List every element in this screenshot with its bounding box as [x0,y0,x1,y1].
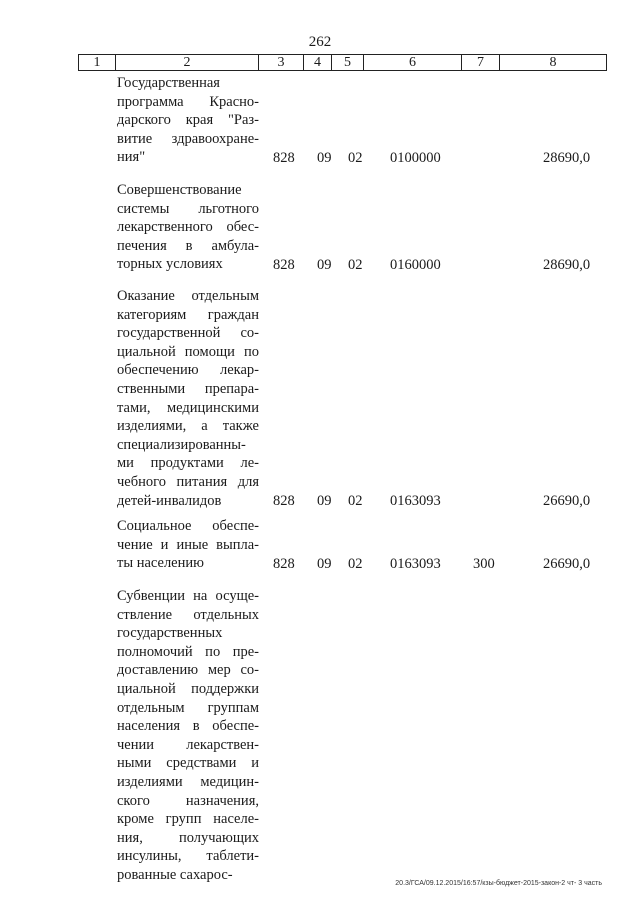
description-line: чении лекарствен- [117,736,259,753]
row-description [117,181,259,274]
description-line: Государственная [117,75,220,91]
cell-col-4: 09 [317,555,332,572]
description-line: обеспечению лекар- [117,362,259,379]
cell-col-5: 02 [348,149,363,166]
description-line: системы льготного [117,200,259,217]
description-line: циальной поддержки [117,680,259,697]
description-line: печения в амбула- [117,237,259,254]
column-header-1: 1 [79,55,116,70]
cell-col-3: 828 [273,555,295,572]
description-line: инсулины, таблети- [117,848,259,865]
description-line: торных условиях [117,256,223,273]
description-line: изделиями, а также [117,418,259,435]
cell-col-8: 28690,0 [543,256,591,273]
column-header-6: 6 [364,55,462,70]
footer-note: 20.3/ГСА/09.12.2015/16:57/кзы-бюджет-2015-закон-2 чт- 3 часть [395,880,602,887]
cell-col-5: 02 [348,555,363,572]
description-line: отдельным группам [117,699,259,716]
cell-col-8: 26690,0 [543,555,591,572]
row-description [117,517,259,573]
description-line: Социальное обеспе- [117,518,259,534]
description-line: лекарственного обес- [117,219,259,236]
column-header-8: 8 [549,55,557,70]
row-description [117,74,259,167]
description-line: полномочий по пре- [117,643,259,660]
description-line: дарского края "Раз- [117,112,259,129]
cell-col-3: 828 [273,493,295,510]
description-line: ского назначения, [117,792,259,809]
column-header-7: 7 [462,55,500,70]
description-line: кроме групп населе- [117,811,259,828]
cell-col-3: 828 [273,149,295,166]
description-line: Субвенции на осуще- [117,588,259,604]
description-line: доставлению мер со- [117,662,259,679]
cell-col-8: 28690,0 [543,149,591,166]
description-line: ния, получающих [117,829,259,846]
description-line: специализированны- [117,436,246,453]
description-line: рованные сахарос- [117,866,233,883]
description-line: населения в обеспе- [117,718,259,735]
column-header-row [78,54,607,71]
description-line: ты населению [117,555,204,572]
description-line: циальной помощи по [117,343,259,360]
description-line: программа Красно- [117,93,259,110]
cell-col-6: 0163093 [390,555,441,572]
page-number: 262 [308,34,332,50]
column-header-4: 4 [304,55,332,70]
description-line: ми продуктами ле- [117,455,259,472]
description-line: детей-инвалидов [117,492,222,509]
row-description [117,287,259,510]
cell-col-4: 09 [317,149,332,166]
cell-col-6: 0100000 [390,149,441,166]
cell-col-6: 0163093 [390,493,441,510]
description-line: ния" [117,149,146,166]
description-line: ными средствами и [117,755,259,772]
description-line: Совершенствование [117,182,242,198]
cell-col-3: 828 [273,256,295,273]
column-header-3: 3 [259,55,304,70]
cell-col-5: 02 [348,256,363,273]
column-header-2: 2 [116,55,259,70]
description-line: изделиями медицин- [117,773,259,790]
description-line: категориям граждан [117,306,259,323]
cell-col-8: 26690,0 [543,493,591,510]
cell-col-4: 09 [317,256,332,273]
description-line: витие здравоохране- [117,130,259,147]
description-line: тами, медицинскими [117,399,259,416]
description-line: ственными препара- [117,380,259,397]
description-line: чебного питания для [117,473,259,490]
description-line: ствление отдельных [117,606,259,623]
cell-col-4: 09 [317,493,332,510]
cell-col-7: 300 [473,555,495,572]
row-description [117,587,259,885]
cell-col-6: 0160000 [390,256,441,273]
cell-col-5: 02 [348,493,363,510]
description-line: государственной со- [117,325,259,342]
description-line: государственных [117,625,223,642]
column-header-5: 5 [332,55,364,70]
description-line: Оказание отдельным [117,288,259,304]
description-line: чение и иные выпла- [117,536,259,553]
